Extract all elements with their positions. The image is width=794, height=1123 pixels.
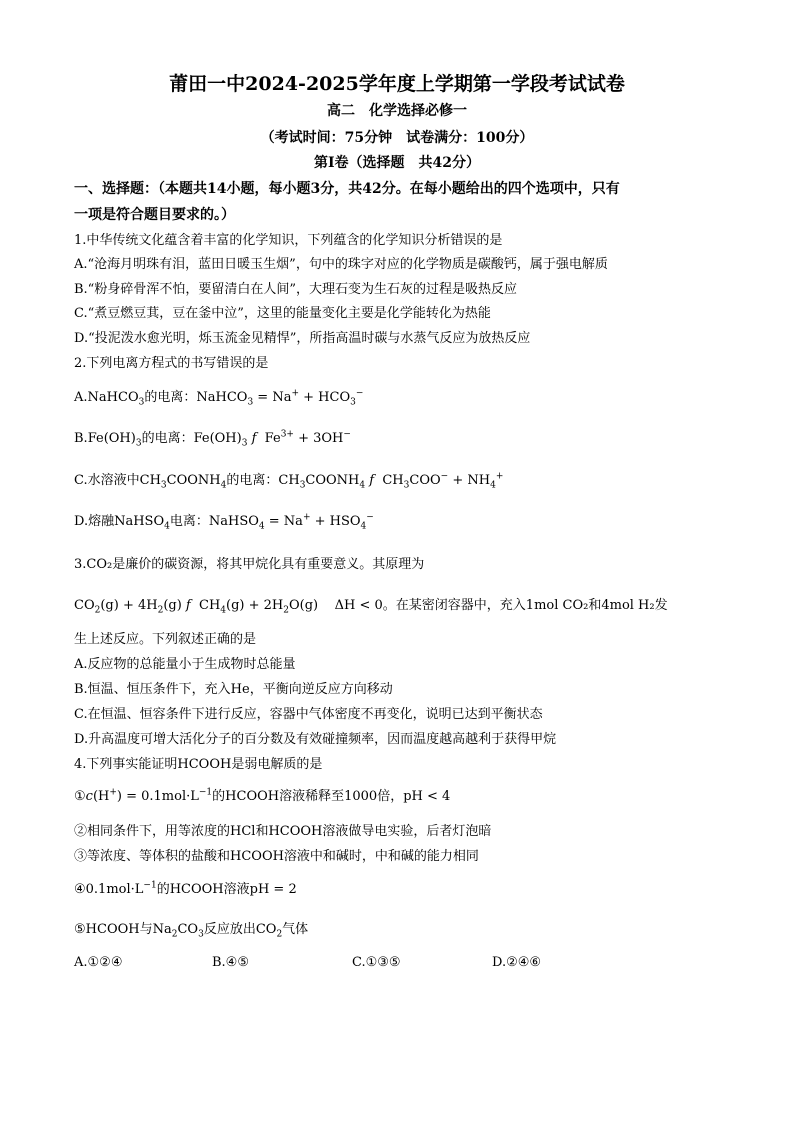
exam-subtitle: 高二 化学选择必修一: [327, 103, 467, 119]
section-heading-line2: 一项是符合题目要求的。）: [74, 207, 235, 223]
section-heading-line1: 一、选择题：（本题共14小题，每小题3分，共42分。在每小题给出的四个选项中，只有: [74, 181, 620, 197]
q3-stem-line1: 3.CO₂是廉价的碳资源，将其甲烷化具有重要意义。其原理为: [74, 557, 425, 572]
q4-statement-3: ③等浓度、等体积的盐酸和HCOOH溶液中和碱时，中和碱的能力相同: [74, 849, 479, 864]
q3-option-b: B.恒温、恒压条件下，充入He，平衡向逆反应方向移动: [74, 682, 393, 697]
exam-title: 莆田一中2024-2025学年度上学期第一学段考试试卷: [169, 73, 625, 95]
q1-option-c: C.“煮豆燃豆萁，豆在釜中泣”，这里的能量变化主要是化学能转化为热能: [74, 306, 491, 321]
q2-option-b: $B.Fe(OH)_3$的电离：$Fe(OH)_3$ f $Fe^{3+} + 3OH^-$: [74, 429, 351, 449]
q1-option-d: D.“投泥泼水愈光明，烁玉流金见精悍”，所指高温时碳与水蒸气反应为放热反应: [74, 331, 531, 346]
q4-statement-2: ②相同条件下，用等浓度的HCl和HCOOH溶液做导电实验，后者灯泡暗: [74, 824, 492, 839]
q2-stem: 2.下列电离方程式的书写错误的是: [74, 356, 269, 371]
q2-option-c: C.水溶液中$CH_3COONH_4$的电离：$CH_3COONH_4$ f $CH_3COO^- + NH_4^+$: [74, 471, 504, 491]
q1-option-a: A.“沧海月明珠有泪，蓝田日暖玉生烟”，句中的珠字对应的化学物质是碳酸钙，属于强电解质: [74, 257, 608, 272]
q4-option-c: C.①③⑤: [352, 955, 401, 970]
q4-option-d: D.②④⑥: [492, 955, 542, 970]
q3-option-d: D.升高温度可增大活化分子的百分数及有效碰撞频率，因而温度越高越利于获得甲烷: [74, 732, 557, 747]
exam-info: （考试时间：75分钟 试卷满分：100分）: [260, 130, 534, 146]
q2-option-a: A.NaHCO$_3$的电离：NaHCO$_3$ = $Na^+ + HCO_3^-$: [74, 388, 364, 408]
q3-stem-line2: 生上述反应。下列叙述正确的是: [74, 632, 257, 647]
q4-statement-5: ⑤HCOOH与$Na_2CO_3$反应放出$CO_2$气体: [74, 922, 309, 940]
q4-statement-4: $④0.1mol\cdot L^{-1}$的HCOOH溶液pH = 2: [74, 880, 297, 897]
q1-stem: 1.中华传统文化蕴含着丰富的化学知识，下列蕴含的化学知识分析错误的是: [74, 233, 503, 248]
q2-option-d: D.熔融NaHSO$_4$电离：NaHSO$_4$ = $Na^+ + HSO_4^-$: [74, 512, 374, 532]
q4-stem: 4.下列事实能证明HCOOH是弱电解质的是: [74, 757, 323, 772]
q1-option-b: B.“粉身碎骨浑不怕，要留清白在人间”，大理石变为生石灰的过程是吸热反应: [74, 282, 517, 297]
q3-option-c: C.在恒温、恒容条件下进行反应，容器中气体密度不再变化，说明已达到平衡状态: [74, 707, 543, 722]
q4-option-a: A.①②④: [74, 955, 123, 970]
q3-equation: $CO_2(g) + 4H_2(g)$ f $CH_4(g) + 2H_2O(g)$ ΔH < 0。在某密闭容器中，充入1mol CO₂和4mol H₂发: [74, 598, 668, 616]
q3-option-a: A.反应物的总能量小于生成物时总能量: [74, 657, 296, 672]
q4-option-b: B.④⑤: [212, 955, 249, 970]
volume-heading: 第Ⅰ卷（选择题 共42分）: [313, 155, 481, 171]
q4-statement-1: ①c(H+) = $0.1mol\cdot L^{-1}$的HCOOH溶液稀释至1000倍，pH < 4: [74, 787, 451, 804]
